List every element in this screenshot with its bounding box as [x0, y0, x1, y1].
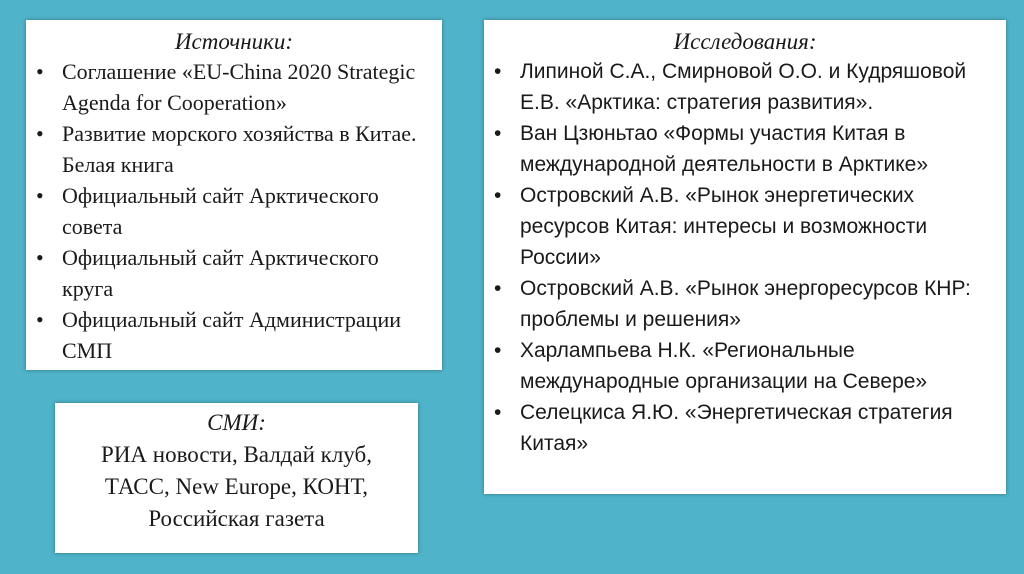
- media-title: СМИ:: [207, 410, 266, 435]
- sources-list: [36, 56, 432, 366]
- list-item-text: Островский А.В. «Рынок энергетических ресурсов Китая: интересы и возможности России»: [520, 184, 928, 269]
- media-line: ТАСС, New Europe, КОНТ,: [104, 474, 369, 499]
- list-item: [494, 273, 996, 335]
- list-item-text: Развитие морского хозяйства в Китае. Белая книга: [62, 121, 417, 177]
- list-item-text: Соглашение «EU-China 2020 Strategic Agenda for Cooperation»: [62, 59, 416, 115]
- list-item: [494, 56, 996, 118]
- bullet-icon: •: [36, 121, 44, 146]
- bullet-icon: •: [494, 60, 502, 83]
- media-line: Российская газета: [148, 506, 325, 531]
- media-line: РИА новости, Валдай клуб,: [101, 442, 372, 467]
- bullet-icon: •: [36, 183, 44, 208]
- list-item-text: Липиной С.А., Смирновой О.О. и Кудряшовой Е.В. «Арктика: стратегия развития».: [520, 60, 967, 114]
- bullet-icon: •: [494, 184, 502, 207]
- list-item: [36, 180, 432, 242]
- media-panel: [55, 403, 418, 553]
- research-panel: [484, 20, 1006, 494]
- list-item: [36, 242, 432, 304]
- list-item: [36, 118, 432, 180]
- list-item-text: Селецкиса Я.Ю. «Энергетическая стратегия Китая»: [520, 401, 953, 455]
- bullet-icon: •: [36, 307, 44, 332]
- list-item-text: Харлампьева Н.К. «Региональные международные организации на Севере»: [520, 339, 928, 393]
- list-item: [36, 304, 432, 366]
- list-item-text: Официальный сайт Арктического круга: [62, 245, 379, 301]
- list-item-text: Ван Цзюньтао «Формы участия Китая в международной деятельности в Арктике»: [520, 122, 929, 176]
- bullet-icon: •: [36, 245, 44, 270]
- media-text: [61, 439, 412, 535]
- sources-panel: [26, 20, 442, 370]
- list-item: [494, 335, 996, 397]
- list-item: [36, 56, 432, 118]
- research-title: Исследования:: [673, 29, 817, 54]
- list-item: [494, 397, 996, 459]
- bullet-icon: •: [494, 122, 502, 145]
- bullet-icon: •: [494, 277, 502, 300]
- list-item: [494, 180, 996, 273]
- sources-title: Источники:: [174, 29, 294, 54]
- list-item-text: Официальный сайт Арктического совета: [62, 183, 379, 239]
- bullet-icon: •: [494, 339, 502, 362]
- bullet-icon: •: [36, 59, 44, 84]
- bullet-icon: •: [494, 401, 502, 424]
- list-item-text: Островский А.В. «Рынок энергоресурсов КНР: проблемы и решения»: [520, 277, 971, 331]
- list-item-text: Официальный сайт Администрации СМП: [62, 307, 402, 363]
- list-item: [494, 118, 996, 180]
- research-list: [494, 56, 996, 459]
